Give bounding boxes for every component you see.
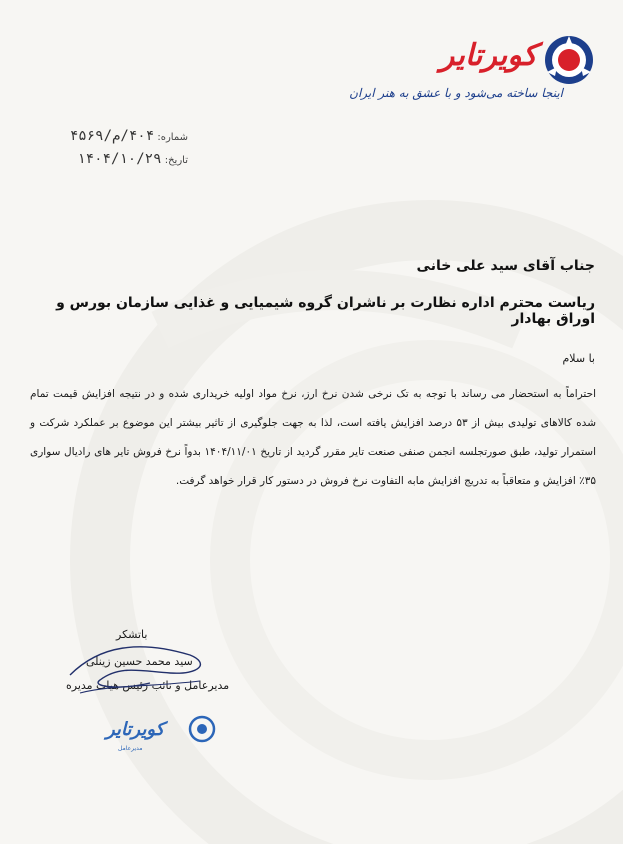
closing-thanks: باتشکر (116, 628, 148, 641)
tire-icon (543, 34, 595, 86)
company-tagline: اینجا ساخته می‌شود و با عشق به هنر ایران (349, 86, 563, 100)
letter-number-value: ۴۰۴/م/۴۵۶۹ (69, 128, 155, 144)
company-stamp (100, 705, 220, 765)
salutation: با سلام (562, 352, 595, 365)
letter-body: احتراماً به استحضار می رساند با توجه به تک نرخی شدن نرخ ارز، نرخ مواد اولیه خریداری شده و در نتیجه افزایش قیمت تمام شده کالاهای تولیدی بیش از ۵۳ درصد افزایش یافته است، لذا به جهت جلوگیری از تاثیر بیشتر این موضوع بر عملکرد شرکت و استمرار تولید، طبق صورتجلسه انجمن صنفی صنعت تایر مقرر گردید از تاریخ ۱۴۰۴/۱۱/۰۱ بدواً نرخ فروش تایر های رادیال سواری ۳۵٪ افزایش و متعاقباً به تدریج افزایش مابه التفاوت نرخ فروش در دستور کار قرار خواهد گرفت. (30, 388, 596, 487)
letter-date-label: تاریخ: (164, 155, 188, 166)
letter-date (38, 151, 188, 167)
signatory-role: مدیرعامل و نائب رئیس هیات مدیره (66, 679, 230, 692)
stamp-tire-icon (188, 715, 216, 743)
company-name: کویرتایر (439, 38, 537, 73)
signatory-name: سید محمد حسین زینلی (86, 655, 193, 668)
company-logo (349, 30, 609, 120)
letter-number-label: شماره: (157, 132, 188, 143)
recipient-title: ریاست محترم اداره نظارت بر ناشران گروه شیمیایی و غذایی سازمان بورس و اوراق بهادار (56, 295, 595, 327)
stamp-subtitle: مدیرعامل (118, 745, 143, 752)
letter-number (38, 128, 188, 144)
stamp-company-name: کویرتایر (106, 719, 165, 740)
handwritten-signature (60, 635, 220, 715)
letter-date-value: ۱۴۰۴/۱۰/۲۹ (77, 151, 162, 167)
recipient-name: جناب آقای سید علی خانی (416, 258, 595, 274)
